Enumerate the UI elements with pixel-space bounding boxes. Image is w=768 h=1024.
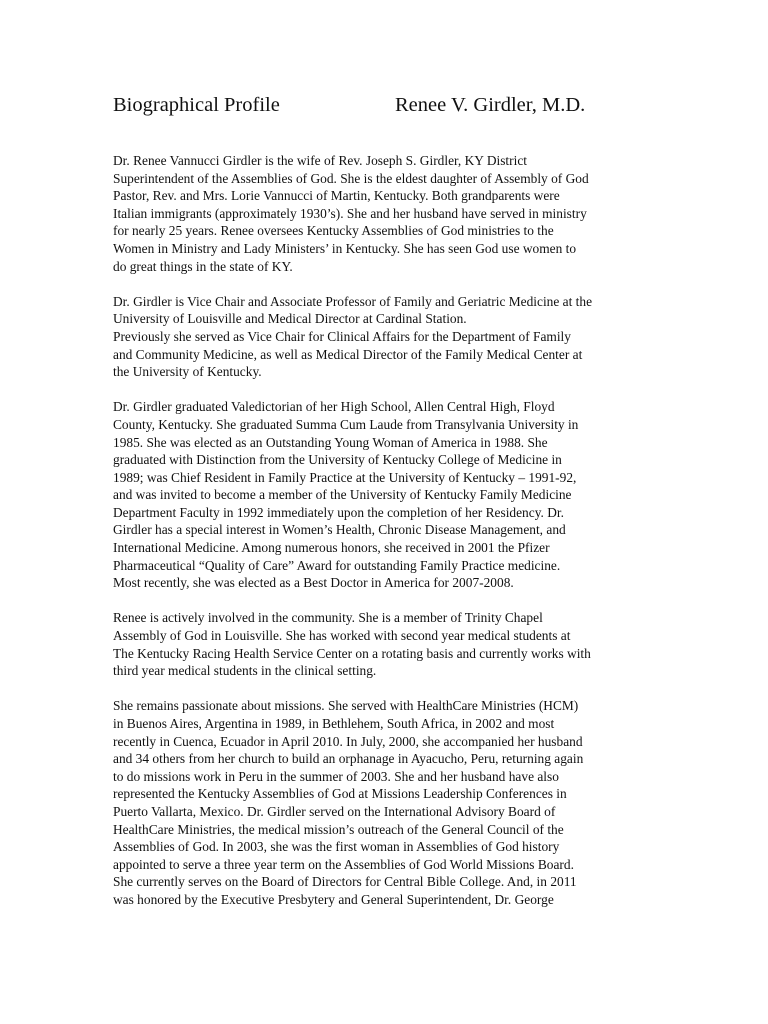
text-line: recently in Cuenca, Ecuador in April 2010. In July, 2000, she accompanied her husband	[113, 733, 583, 749]
text-line: was honored by the Executive Presbytery and General Superintendent, Dr. George	[113, 891, 554, 907]
text-line: Department Faculty in 1992 immediately upon the completion of her Residency. Dr.	[113, 504, 564, 520]
text-line: and was invited to become a member of the University of Kentucky Family Medicine	[113, 487, 572, 503]
text-line: Women in Ministry and Lady Ministers’ in Kentucky. She has seen God use women to	[113, 240, 577, 256]
text-line: 1985. She was elected as an Outstanding Young Woman of America in 1988. She	[113, 434, 548, 450]
text-line: Renee is actively involved in the community. She is a member of Trinity Chapel	[113, 610, 543, 626]
text-line: 1989; was Chief Resident in Family Practice at the University of Kentucky – 1991-92,	[113, 469, 577, 485]
text-line: appointed to serve a three year term on the Assemblies of God World Missions Board.	[113, 856, 574, 872]
text-line: Girdler has a special interest in Women’s Health, Chronic Disease Management, and	[113, 522, 566, 538]
text-line: Superintendent of the Assemblies of God. She is the eldest daughter of Assembly of God	[113, 170, 589, 186]
paragraph-3	[113, 398, 658, 592]
text-line: and Community Medicine, as well as Medical Director of the Family Medical Center at	[113, 346, 583, 362]
text-line: The Kentucky Racing Health Service Center on a rotating basis and currently works with	[113, 645, 591, 661]
paragraph-4	[113, 609, 658, 679]
text-line: HealthCare Ministries, the medical mission’s outreach of the General Council of the	[113, 821, 564, 837]
text-line: Dr. Girdler graduated Valedictorian of her High School, Allen Central High, Floyd	[113, 399, 555, 415]
text-line: County, Kentucky. She graduated Summa Cum Laude from Transylvania University in	[113, 416, 579, 432]
text-line: graduated with Distinction from the University of Kentucky College of Medicine in	[113, 452, 562, 468]
text-line: to do missions work in Peru in the summer of 2003. She and her husband have also	[113, 768, 559, 784]
text-line: University of Louisville and Medical Director at Cardinal Station.	[113, 311, 467, 327]
paragraph-1	[113, 152, 658, 275]
paragraph-2	[113, 293, 658, 381]
text-line: and 34 others from her church to build an orphanage in Ayacucho, Peru, returning again	[113, 751, 584, 767]
subject-name: Renee V. Girdler, M.D.	[395, 94, 586, 116]
document-title: Biographical Profile	[113, 94, 280, 116]
text-line: Pharmaceutical “Quality of Care” Award for outstanding Family Practice medicine.	[113, 557, 561, 573]
text-line: do great things in the state of KY.	[113, 258, 293, 274]
text-line: Assemblies of God. In 2003, she was the first woman in Assemblies of God history	[113, 839, 560, 855]
text-line: She currently serves on the Board of Directors for Central Bible College. And, in 2011	[113, 874, 577, 890]
document-page	[113, 92, 658, 926]
text-line: the University of Kentucky.	[113, 364, 262, 380]
text-line: Previously she served as Vice Chair for Clinical Affairs for the Department of Family	[113, 328, 571, 344]
text-line: for nearly 25 years. Renee oversees Kentucky Assemblies of God ministries to the	[113, 223, 554, 239]
paragraph-5	[113, 697, 658, 908]
document-body	[113, 152, 658, 909]
text-line: Italian immigrants (approximately 1930’s). She and her husband have served in ministry	[113, 205, 587, 221]
text-line: Assembly of God in Louisville. She has worked with second year medical students at	[113, 628, 571, 644]
text-line: third year medical students in the clinical setting.	[113, 663, 377, 679]
text-line: Puerto Vallarta, Mexico. Dr. Girdler served on the International Advisory Board of	[113, 803, 556, 819]
text-line: Most recently, she was elected as a Best Doctor in America for 2007-2008.	[113, 575, 514, 591]
document-header	[113, 92, 658, 122]
text-line: in Buenos Aires, Argentina in 1989, in Bethlehem, South Africa, in 2002 and most	[113, 716, 555, 731]
text-line: Pastor, Rev. and Mrs. Lorie Vannucci of Martin, Kentucky. Both grandparents were	[113, 188, 560, 204]
text-line: Dr. Renee Vannucci Girdler is the wife of Rev. Joseph S. Girdler, KY District	[113, 153, 527, 168]
text-line: She remains passionate about missions. She served with HealthCare Ministries (HCM)	[113, 698, 579, 714]
text-line: represented the Kentucky Assemblies of God at Missions Leadership Conferences in	[113, 786, 567, 802]
text-line: Dr. Girdler is Vice Chair and Associate Professor of Family and Geriatric Medicine at the	[113, 293, 593, 309]
text-line: International Medicine. Among numerous honors, she received in 2001 the Pfizer	[113, 540, 550, 556]
